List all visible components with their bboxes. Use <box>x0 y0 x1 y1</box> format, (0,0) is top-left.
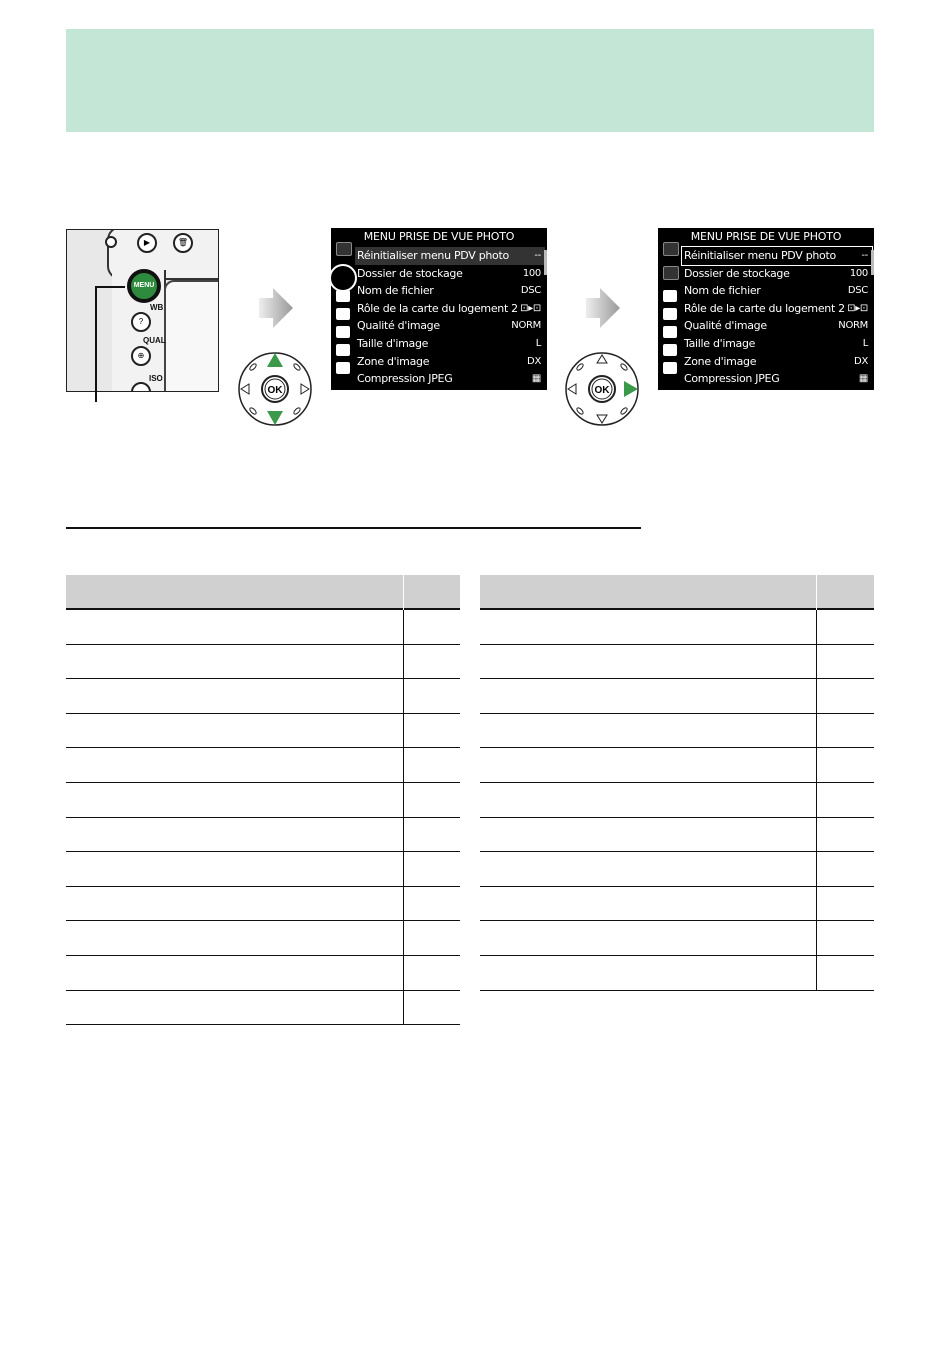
table-row <box>66 679 460 714</box>
retouch-tab-icon[interactable] <box>336 344 350 356</box>
playback-tab-icon[interactable] <box>663 242 679 256</box>
playback-button-icon: ▶ <box>137 233 157 253</box>
menu-item-value: ▦ <box>858 373 868 385</box>
menu-item-value: DSC <box>520 285 541 297</box>
menu-item[interactable] <box>355 317 545 335</box>
svg-text:OK: OK <box>594 385 610 396</box>
table-row <box>480 887 874 922</box>
menu-item-value: L <box>535 337 541 349</box>
menu-item-selected[interactable] <box>682 247 872 265</box>
next-step-arrow-icon <box>586 288 620 328</box>
table-header <box>480 575 874 610</box>
menu-item[interactable] <box>682 317 872 335</box>
menu-item[interactable] <box>682 370 872 388</box>
column-divider <box>816 748 817 783</box>
table-row <box>480 679 874 714</box>
iso-label: ISO <box>149 374 163 383</box>
camera-back-illustration <box>66 229 219 392</box>
menu-item-value: DX <box>527 355 541 367</box>
menu-item-value: DX <box>854 355 868 367</box>
zoom-in-button-icon: ⊕ <box>131 346 151 366</box>
callout-leader-vertical <box>95 286 97 402</box>
menu-items <box>682 247 872 388</box>
column-divider <box>403 610 404 645</box>
column-divider <box>816 714 817 749</box>
table-row <box>480 852 874 887</box>
menu-item-label: Réinitialiser menu PDV photo <box>357 249 509 262</box>
menu-item[interactable] <box>682 282 872 300</box>
options-table-right <box>480 575 874 991</box>
menu-button[interactable]: MENU <box>127 269 161 303</box>
menu-item-label: Rôle de la carte du logement 2 <box>684 301 845 315</box>
menu-item-label: Rôle de la carte du logement 2 <box>357 301 518 315</box>
menu-item[interactable] <box>355 282 545 300</box>
menu-item-value: NORM <box>838 320 868 332</box>
column-divider <box>403 679 404 714</box>
menu-screen-1 <box>331 228 547 390</box>
options-table-left <box>66 575 460 1025</box>
column-divider <box>816 921 817 956</box>
menu-item[interactable] <box>355 353 545 371</box>
column-divider <box>403 956 404 991</box>
photo-shooting-tab-icon[interactable] <box>663 266 679 280</box>
menu-item[interactable] <box>355 370 545 388</box>
table-row <box>480 783 874 818</box>
menu-item-label: Nom de fichier <box>357 284 434 298</box>
menu-item-label: Dossier de stockage <box>357 266 463 280</box>
callout-leader-horizontal <box>95 286 125 288</box>
column-divider <box>816 645 817 680</box>
table-row <box>66 852 460 887</box>
menu-title: MENU PRISE DE VUE PHOTO <box>363 230 515 243</box>
menu-item[interactable] <box>682 300 872 318</box>
sensor-icon <box>105 236 117 248</box>
setup-tab-icon[interactable] <box>336 326 350 338</box>
table-row <box>66 748 460 783</box>
qual-label: QUAL <box>143 336 166 345</box>
column-divider <box>816 783 817 818</box>
column-divider <box>403 991 404 1026</box>
column-divider <box>403 783 404 818</box>
table-row <box>66 610 460 645</box>
column-divider <box>403 645 404 680</box>
table-row <box>480 956 874 991</box>
column-divider <box>403 852 404 887</box>
svg-text:OK: OK <box>267 385 283 396</box>
delete-button-icon: 🗑 <box>173 233 193 253</box>
menu-item-value: DSC <box>847 285 868 297</box>
table-row <box>480 610 874 645</box>
column-divider <box>816 852 817 887</box>
menu-item[interactable] <box>355 335 545 353</box>
menu-item[interactable] <box>682 265 872 283</box>
scrollbar <box>544 250 547 275</box>
table-row <box>66 818 460 853</box>
table-row <box>480 714 874 749</box>
my-menu-tab-icon[interactable] <box>336 362 350 374</box>
menu-item-value: ▦ <box>531 373 541 385</box>
column-divider <box>816 679 817 714</box>
multi-selector-right-icon <box>564 351 640 427</box>
menu-item-label: Zone d'image <box>357 354 430 368</box>
menu-item[interactable] <box>682 353 872 371</box>
photo-shooting-tab-icon[interactable] <box>329 264 357 292</box>
column-divider <box>816 956 817 991</box>
table-row <box>66 921 460 956</box>
menu-tabs <box>333 240 353 370</box>
menu-item[interactable] <box>682 335 872 353</box>
menu-item-label: Nom de fichier <box>684 284 761 298</box>
menu-item[interactable] <box>355 247 545 265</box>
movie-tab-icon[interactable] <box>336 290 350 302</box>
table-header <box>66 575 460 610</box>
custom-settings-tab-icon[interactable] <box>336 308 350 320</box>
camera-monitor <box>164 280 219 392</box>
menu-item-label: Compression JPEG <box>684 372 780 386</box>
column-divider <box>816 818 817 853</box>
menu-item-label: Qualité d'image <box>357 319 440 333</box>
table-row <box>66 783 460 818</box>
custom-settings-tab-icon[interactable] <box>663 308 677 320</box>
help-protect-button-icon: ? <box>131 312 151 332</box>
table-row <box>66 956 460 991</box>
column-divider <box>403 714 404 749</box>
setup-tab-icon[interactable] <box>663 326 677 338</box>
menu-item-value: -- <box>534 250 541 261</box>
table-row <box>66 991 460 1026</box>
menu-item-label: Qualité d'image <box>684 319 767 333</box>
table-row <box>66 714 460 749</box>
menu-screen-2 <box>658 228 874 390</box>
my-menu-tab-icon[interactable] <box>663 362 677 374</box>
menu-item[interactable] <box>355 265 545 283</box>
menu-item-label: Taille d'image <box>684 336 756 350</box>
menu-item-value: 100 <box>849 267 868 279</box>
menu-item-value: 100 <box>522 267 541 279</box>
menu-item-value: NORM <box>511 320 541 332</box>
menu-tabs <box>660 240 680 370</box>
menu-item-value: ⊡▸⊡ <box>847 302 868 314</box>
menu-item-value: -- <box>861 250 868 261</box>
menu-items <box>355 247 545 388</box>
menu-item-label: Dossier de stockage <box>684 266 790 280</box>
table-row <box>66 887 460 922</box>
menu-item[interactable] <box>355 300 545 318</box>
retouch-tab-icon[interactable] <box>663 344 677 356</box>
table-row <box>480 645 874 680</box>
menu-item-label: Zone d'image <box>684 354 757 368</box>
movie-tab-icon[interactable] <box>663 290 677 302</box>
column-divider <box>403 748 404 783</box>
menu-item-label: Taille d'image <box>357 336 429 350</box>
table-row <box>480 748 874 783</box>
column-divider <box>403 818 404 853</box>
multi-selector-up-down-icon <box>237 351 313 427</box>
menu-item-label: Compression JPEG <box>357 372 453 386</box>
scrollbar <box>871 250 874 275</box>
header-banner <box>66 29 874 132</box>
playback-tab-icon[interactable] <box>336 242 352 256</box>
table-row <box>480 921 874 956</box>
column-divider <box>403 887 404 922</box>
menu-item-value: L <box>862 337 868 349</box>
menu-title: MENU PRISE DE VUE PHOTO <box>690 230 842 243</box>
column-divider <box>403 921 404 956</box>
wb-label: WB <box>150 303 164 312</box>
table-row <box>480 818 874 853</box>
column-divider <box>816 610 817 645</box>
menu-item-label: Réinitialiser menu PDV photo <box>684 249 836 262</box>
table-row <box>66 645 460 680</box>
column-divider <box>816 887 817 922</box>
next-step-arrow-icon <box>259 288 293 328</box>
menu-item-value: ⊡▸⊡ <box>520 302 541 314</box>
section-rule <box>66 527 641 529</box>
